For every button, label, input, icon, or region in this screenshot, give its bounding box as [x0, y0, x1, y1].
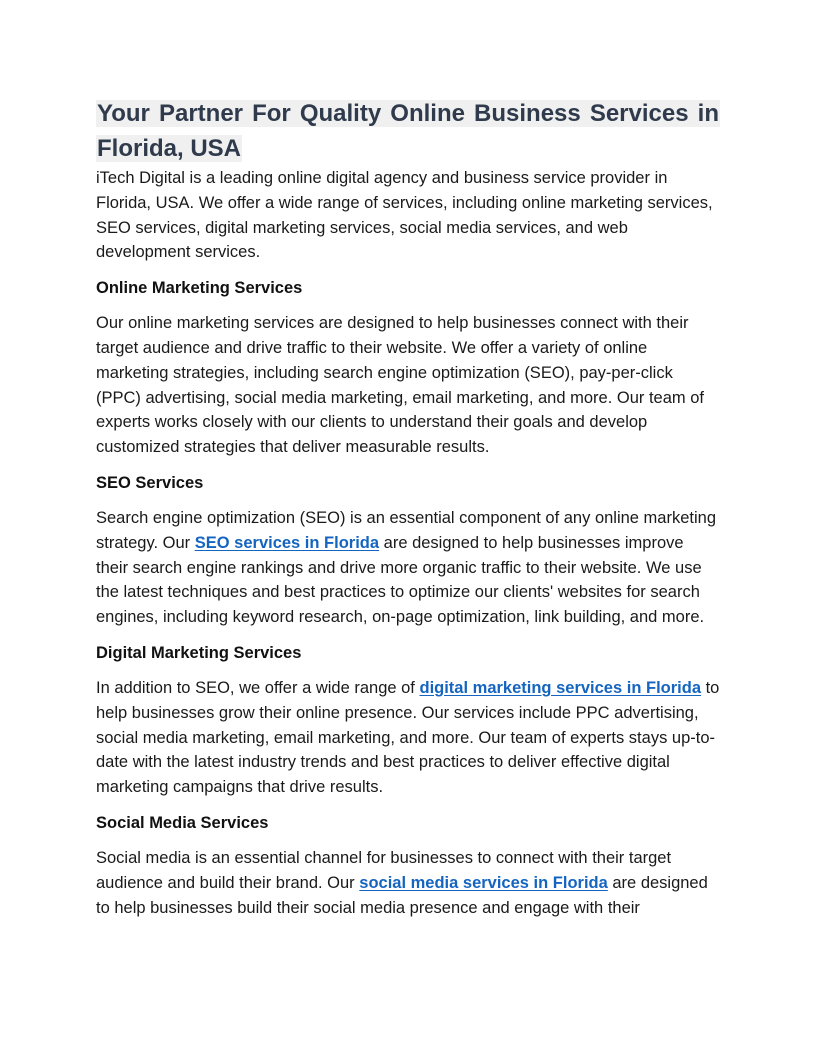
section-text-seo [96, 506, 720, 630]
section-text-online-marketing: Our online marketing services are designed to help businesses connect with their target audience and drive traffic to their website. We offer a variety of online marketing strategies, including search engine optimization (SEO), pay-per-click (PPC) advertising, social media marketing, email marketing, and more. Our team of experts works closely with our clients to understand their goals and develop customized strategies that deliver measurable results. [96, 314, 704, 457]
seo-services-link[interactable]: SEO services in Florida [194, 533, 380, 552]
section-heading-online-marketing: Online Marketing Services [96, 279, 303, 298]
section-text-digital-marketing [96, 676, 720, 800]
social-text-before: Social media is an essential channel for businesses to connect with their target audience and build their brand. Our [96, 848, 672, 892]
section-heading-seo: SEO Services [96, 473, 204, 492]
digital-marketing-services-link[interactable]: digital marketing services in Florida [419, 678, 701, 697]
document-page [96, 96, 720, 920]
page-title [96, 96, 720, 166]
intro-paragraph: iTech Digital is a leading online digital agency and business service provider in Florida, USA. We offer a wide range of services, including online marketing services, SEO services, digital marketing services, social media services, and web development services. [96, 169, 713, 262]
seo-text-after: are designed to help businesses improve their search engine rankings and drive more organic traffic to their website. We use the latest techniques and best practices to optimize our clients' websites for search engines, including keyword research, on-page optimization, link building, and more. [96, 533, 705, 627]
digital-text-before: In addition to SEO, we offer a wide range of [96, 678, 420, 697]
section-heading-social-media: Social Media Services [96, 813, 269, 832]
section-heading-digital-marketing: Digital Marketing Services [96, 643, 302, 662]
social-media-services-link[interactable]: social media services in Florida [359, 873, 608, 892]
social-text-after: are designed to help businesses build their social media presence and engage with their [96, 873, 708, 917]
digital-text-after: to help businesses grow their online presence. Our services include PPC advertising, social media marketing, email marketing, and more. Our team of experts stays up-to-date with the latest industry trends and best practices to deliver effective digital marketing campaigns that drive results. [96, 678, 720, 797]
section-text-social-media [96, 846, 720, 920]
seo-text-before: Search engine optimization (SEO) is an essential component of any online marketing strategy. Our [96, 508, 717, 552]
page-title-text: Your Partner For Quality Online Business Services in Florida, USA [97, 100, 719, 162]
